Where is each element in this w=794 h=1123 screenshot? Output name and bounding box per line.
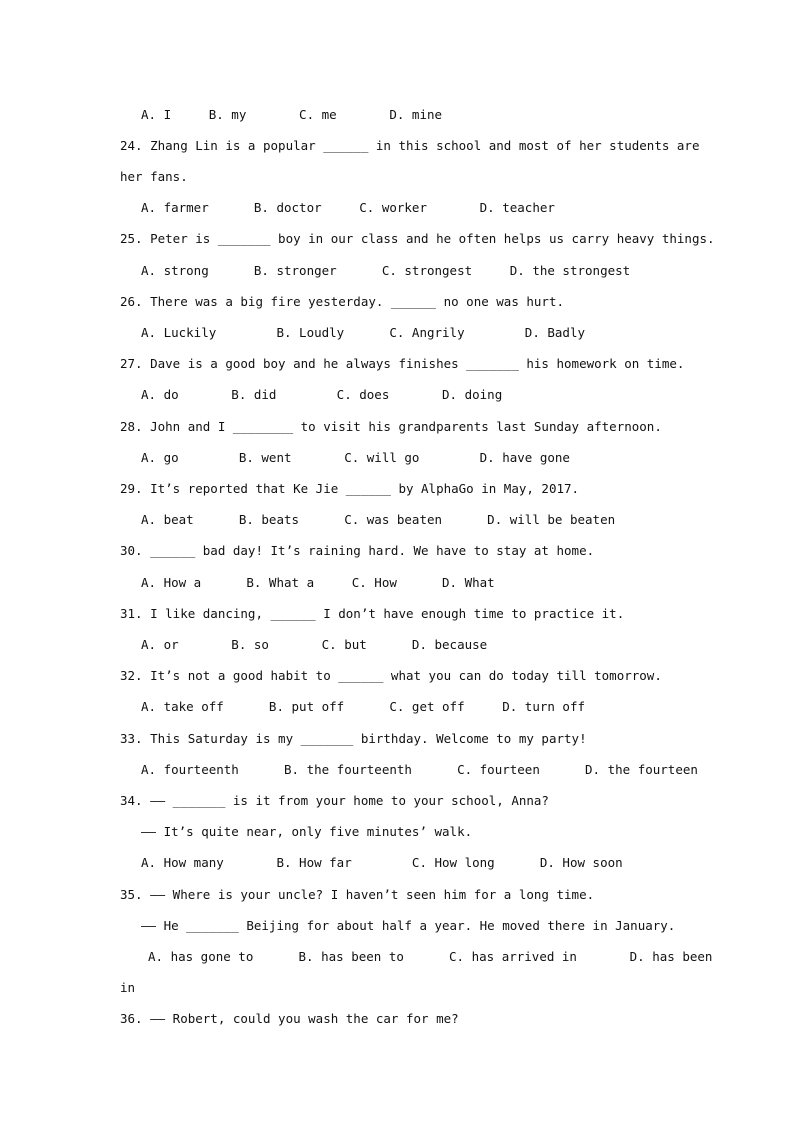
question-24-cont: her fans. [120, 169, 188, 184]
question-31: 31. I like dancing, ______ I don’t have enough time to practice it. [120, 606, 625, 621]
question-32: 32. It’s not a good habit to ______ what you can do today till tomorrow. [120, 668, 662, 683]
question-30: 30. ______ bad day! It’s raining hard. We have to stay at home. [120, 543, 595, 558]
options-q23: A. I B. my C. me D. mine [141, 107, 443, 122]
options-q24: A. farmer B. doctor C. worker D. teacher [141, 200, 555, 215]
options-q31: A. or B. so C. but D. because [141, 637, 488, 652]
question-35-reply: —— He _______ Beijing for about half a year. He moved there in January. [141, 918, 676, 933]
question-35: 35. —— Where is your uncle? I haven’t seen him for a long time. [120, 887, 595, 902]
question-26: 26. There was a big fire yesterday. ______ no one was hurt. [120, 294, 565, 309]
options-q33: A. fourteenth B. the fourteenth C. fourteen D. the fourteen [141, 762, 698, 777]
options-q30: A. How a B. What a C. How D. What [141, 575, 495, 590]
question-29: 29. It’s reported that Ke Jie ______ by AlphaGo in May, 2017. [120, 481, 580, 496]
question-24: 24. Zhang Lin is a popular ______ in this school and most of her students are [120, 138, 700, 153]
options-q28: A. go B. went C. will go D. have gone [141, 450, 570, 465]
options-q27: A. do B. did C. does D. doing [141, 387, 503, 402]
question-36: 36. —— Robert, could you wash the car for me? [120, 1011, 459, 1026]
question-27: 27. Dave is a good boy and he always finishes _______ his homework on time. [120, 356, 685, 371]
options-q29: A. beat B. beats C. was beaten D. will be beaten [141, 512, 616, 527]
options-q34: A. How many B. How far C. How long D. How soon [141, 855, 623, 870]
question-28: 28. John and I ________ to visit his grandparents last Sunday afternoon. [120, 419, 662, 434]
question-25: 25. Peter is _______ boy in our class and he often helps us carry heavy things. [120, 231, 715, 246]
question-34-reply: —— It’s quite near, only five minutes’ walk. [141, 824, 473, 839]
options-q35-cont: in [120, 980, 136, 995]
options-q25: A. strong B. stronger C. strongest D. the strongest [141, 263, 631, 278]
options-q35: A. has gone to B. has been to C. has arrived in D. has been [148, 949, 713, 964]
question-33: 33. This Saturday is my _______ birthday. Welcome to my party! [120, 731, 587, 746]
options-q32: A. take off B. put off C. get off D. turn off [141, 699, 586, 714]
options-q26: A. Luckily B. Loudly C. Angrily D. Badly [141, 325, 586, 340]
question-34: 34. —— _______ is it from your home to your school, Anna? [120, 793, 549, 808]
